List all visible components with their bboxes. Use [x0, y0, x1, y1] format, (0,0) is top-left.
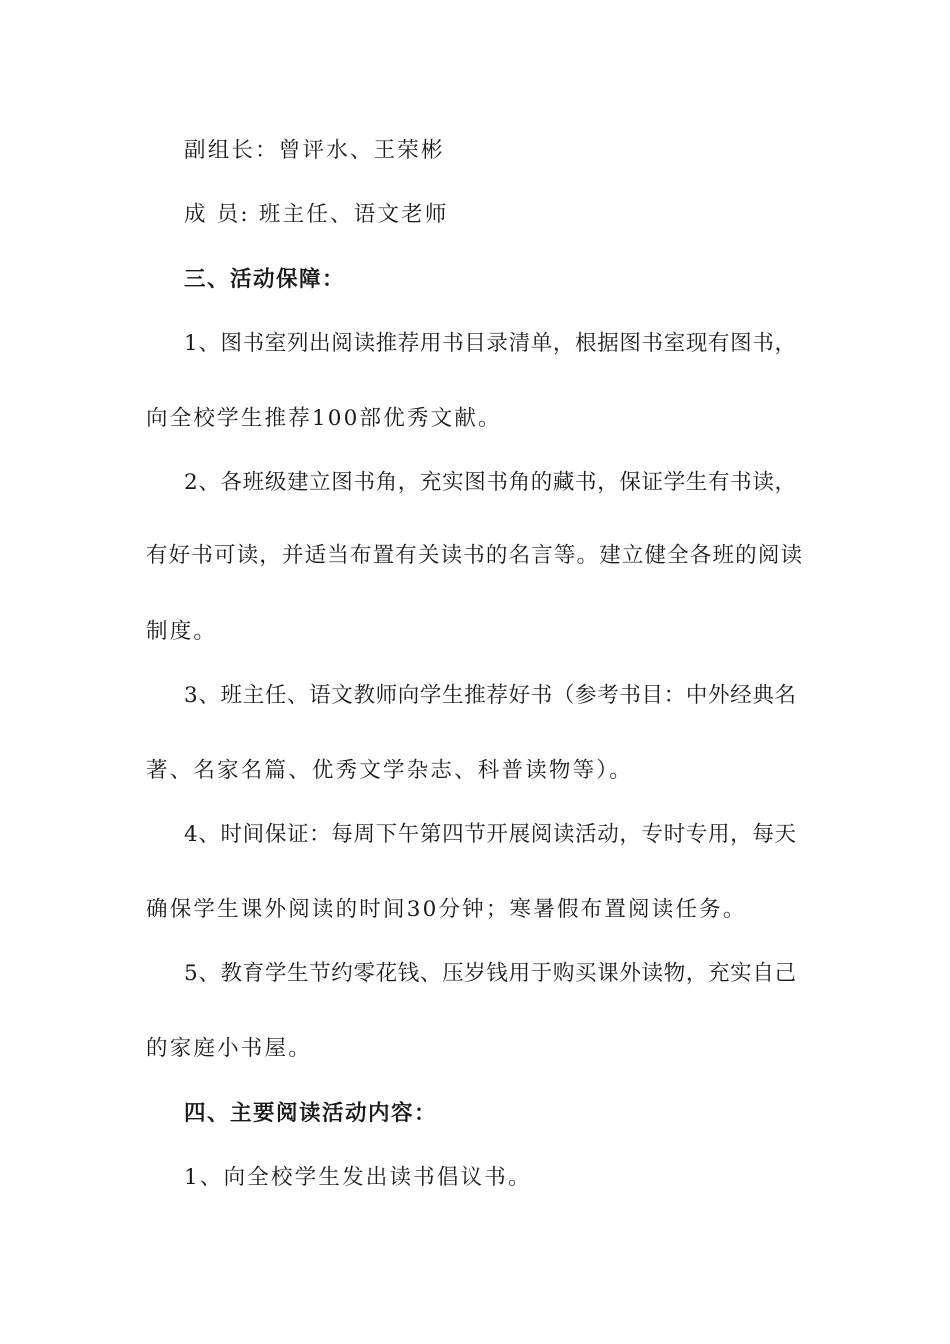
section-3-item-5-line-1: 5、教育学生节约零花钱、压岁钱用于购买课外读物，充实自己	[184, 961, 796, 986]
members-line: 成 员: 班主任、语文老师	[184, 202, 449, 227]
section-3-item-3-line-1: 3、班主任、语文教师向学生推荐好书（参考书目：中外经典名	[184, 683, 796, 708]
section-4-heading: 四、主要阅读活动内容：	[184, 1101, 438, 1126]
section-3-item-3-line-2: 著、名家名篇、优秀文学杂志、科普读物等）。	[146, 758, 633, 783]
section-3-item-1-line-2: 向全校学生推荐100部优秀文献。	[146, 406, 502, 431]
section-3-item-2-line-2: 有好书可读，并适当布置有关读书的名言等。建立健全各班的阅读	[146, 543, 802, 568]
deputy-leaders-line: 副组长：曾评水、王荣彬	[184, 138, 445, 163]
section-3-heading: 三、活动保障：	[184, 267, 346, 292]
section-3-item-2-line-3: 制度。	[146, 619, 218, 644]
section-3-item-4-line-2: 确保学生课外阅读的时间30分钟；寒暑假布置阅读任务。	[146, 897, 747, 922]
section-3-item-1-line-1: 1、图书室列出阅读推荐用书目录清单，根据图书室现有图书，	[184, 331, 796, 356]
section-3-item-4-line-1: 4、时间保证：每周下午第四节开展阅读活动，专时专用，每天	[184, 822, 796, 847]
section-3-item-2-line-1: 2、各班级建立图书角，充实图书角的藏书，保证学生有书读，	[184, 470, 796, 495]
section-4-item-1: 1、向全校学生发出读书倡议书。	[184, 1165, 532, 1190]
section-3-item-5-line-2: 的家庭小书屋。	[146, 1036, 312, 1061]
